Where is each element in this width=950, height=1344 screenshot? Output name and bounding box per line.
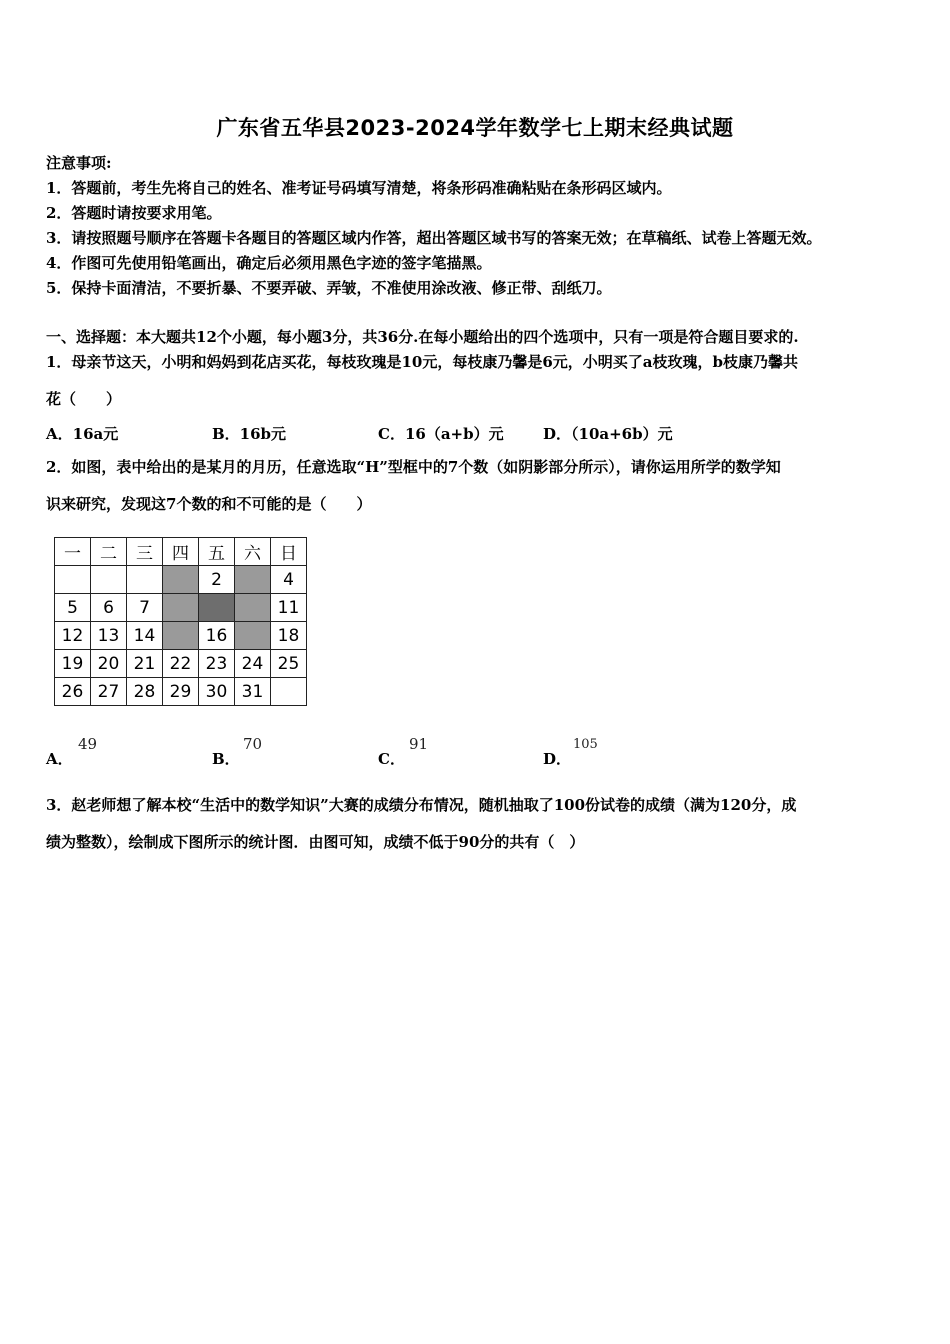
q2-option-c-letter: C．	[378, 750, 405, 768]
calendar-cell: 21	[127, 650, 163, 678]
calendar-cell: 27	[91, 678, 127, 706]
q2-option-d-value: 105	[573, 737, 598, 752]
note-item: 3．请按照题号顺序在答题卡各题目的答题区域内作答，超出答题区域书写的答案无效；在草稿纸、试卷上答题无效。	[46, 229, 822, 247]
calendar-header-cell: 二	[91, 538, 127, 566]
q2-option-b-letter: B．	[212, 750, 240, 768]
calendar-cell: 2	[199, 566, 235, 594]
q2-stem-line1: 2．如图，表中给出的是某月的月历，任意选取“H”型框中的7个数（如阴影部分所示），请你运用所学的数学知	[46, 458, 781, 476]
calendar-cell	[127, 566, 163, 594]
q1-option-c: C．16（a+b）元	[378, 425, 504, 443]
calendar-cell: 14	[127, 622, 163, 650]
section-heading: 一、选择题：本大题共12个小题，每小题3分，共36分.在每小题给出的四个选项中，只有一项是符合题目要求的.	[46, 328, 799, 346]
q2-option-a-value: 49	[78, 735, 98, 753]
calendar-cell-shaded	[163, 566, 199, 594]
calendar-cell: 20	[91, 650, 127, 678]
calendar-cell: 6	[91, 594, 127, 622]
calendar-cell: 11	[271, 594, 307, 622]
calendar-header-cell: 三	[127, 538, 163, 566]
calendar-cell-shaded	[235, 566, 271, 594]
calendar-cell: 18	[271, 622, 307, 650]
calendar-table	[54, 537, 307, 706]
q1-option-b: B．16b元	[212, 425, 287, 443]
q1-option-a: A．16a元	[46, 425, 119, 443]
calendar-cell: 4	[271, 566, 307, 594]
calendar-cell	[55, 566, 91, 594]
calendar-cell: 13	[91, 622, 127, 650]
q1-stem-line2: 花（ ）	[46, 390, 122, 408]
calendar-cell: 29	[163, 678, 199, 706]
calendar-cell: 16	[199, 622, 235, 650]
calendar-cell: 23	[199, 650, 235, 678]
note-item: 5．保持卡面清洁，不要折暴、不要弄破、弄皱，不准使用涂改液、修正带、刮纸刀。	[46, 279, 612, 297]
calendar-cell-shaded	[163, 622, 199, 650]
calendar-cell: 28	[127, 678, 163, 706]
calendar-cell: 12	[55, 622, 91, 650]
calendar-cell: 25	[271, 650, 307, 678]
calendar-cell	[91, 566, 127, 594]
calendar-cell: 5	[55, 594, 91, 622]
calendar-cell: 26	[55, 678, 91, 706]
note-item: 2．答题时请按要求用笔。	[46, 204, 222, 222]
page-title: 广东省五华县2023-2024学年数学七上期末经典试题	[216, 116, 734, 140]
q2-option-c-value: 91	[409, 735, 429, 753]
q2-option-a-letter: A．	[46, 750, 73, 768]
calendar-cell: 24	[235, 650, 271, 678]
calendar-cell-shaded	[235, 622, 271, 650]
q1-stem-line1: 1．母亲节这天，小明和妈妈到花店买花，每枝玫瑰是10元，每枝康乃馨是6元，小明买了a枝玫瑰，b枝康乃馨共	[46, 353, 798, 371]
calendar-cell	[271, 678, 307, 706]
notes-heading: 注意事项:	[46, 154, 112, 172]
q2-stem-line2: 识来研究，发现这7个数的和不可能的是（ ）	[46, 495, 372, 513]
calendar-cell: 30	[199, 678, 235, 706]
calendar-header-cell: 四	[163, 538, 199, 566]
calendar-header-cell: 五	[199, 538, 235, 566]
calendar-cell: 19	[55, 650, 91, 678]
calendar-cell-shaded	[163, 594, 199, 622]
note-item: 4．作图可先使用铅笔画出，确定后必须用黑色字迹的签字笔描黑。	[46, 254, 492, 272]
q2-option-d-letter: D．	[543, 750, 572, 768]
calendar-cell: 31	[235, 678, 271, 706]
calendar-cell-shaded	[199, 594, 235, 622]
q1-option-d: D．（10a+6b）元	[543, 425, 673, 443]
calendar-header-cell: 一	[55, 538, 91, 566]
q3-stem-line1: 3．赵老师想了解本校“生活中的数学知识”大赛的成绩分布情况，随机抽取了100份试卷的成绩（满为120分，成	[46, 796, 797, 814]
q3-stem-line2: 绩为整数），绘制成下图所示的统计图．由图可知，成绩不低于90分的共有（ ）	[46, 833, 585, 851]
calendar-header-cell: 日	[271, 538, 307, 566]
note-item: 1．答题前，考生先将自己的姓名、准考证号码填写清楚，将条形码准确粘贴在条形码区域内。	[46, 179, 672, 197]
calendar-cell-shaded	[235, 594, 271, 622]
q2-option-b-value: 70	[243, 735, 263, 753]
calendar-cell: 7	[127, 594, 163, 622]
calendar-cell: 22	[163, 650, 199, 678]
calendar-header-cell: 六	[235, 538, 271, 566]
